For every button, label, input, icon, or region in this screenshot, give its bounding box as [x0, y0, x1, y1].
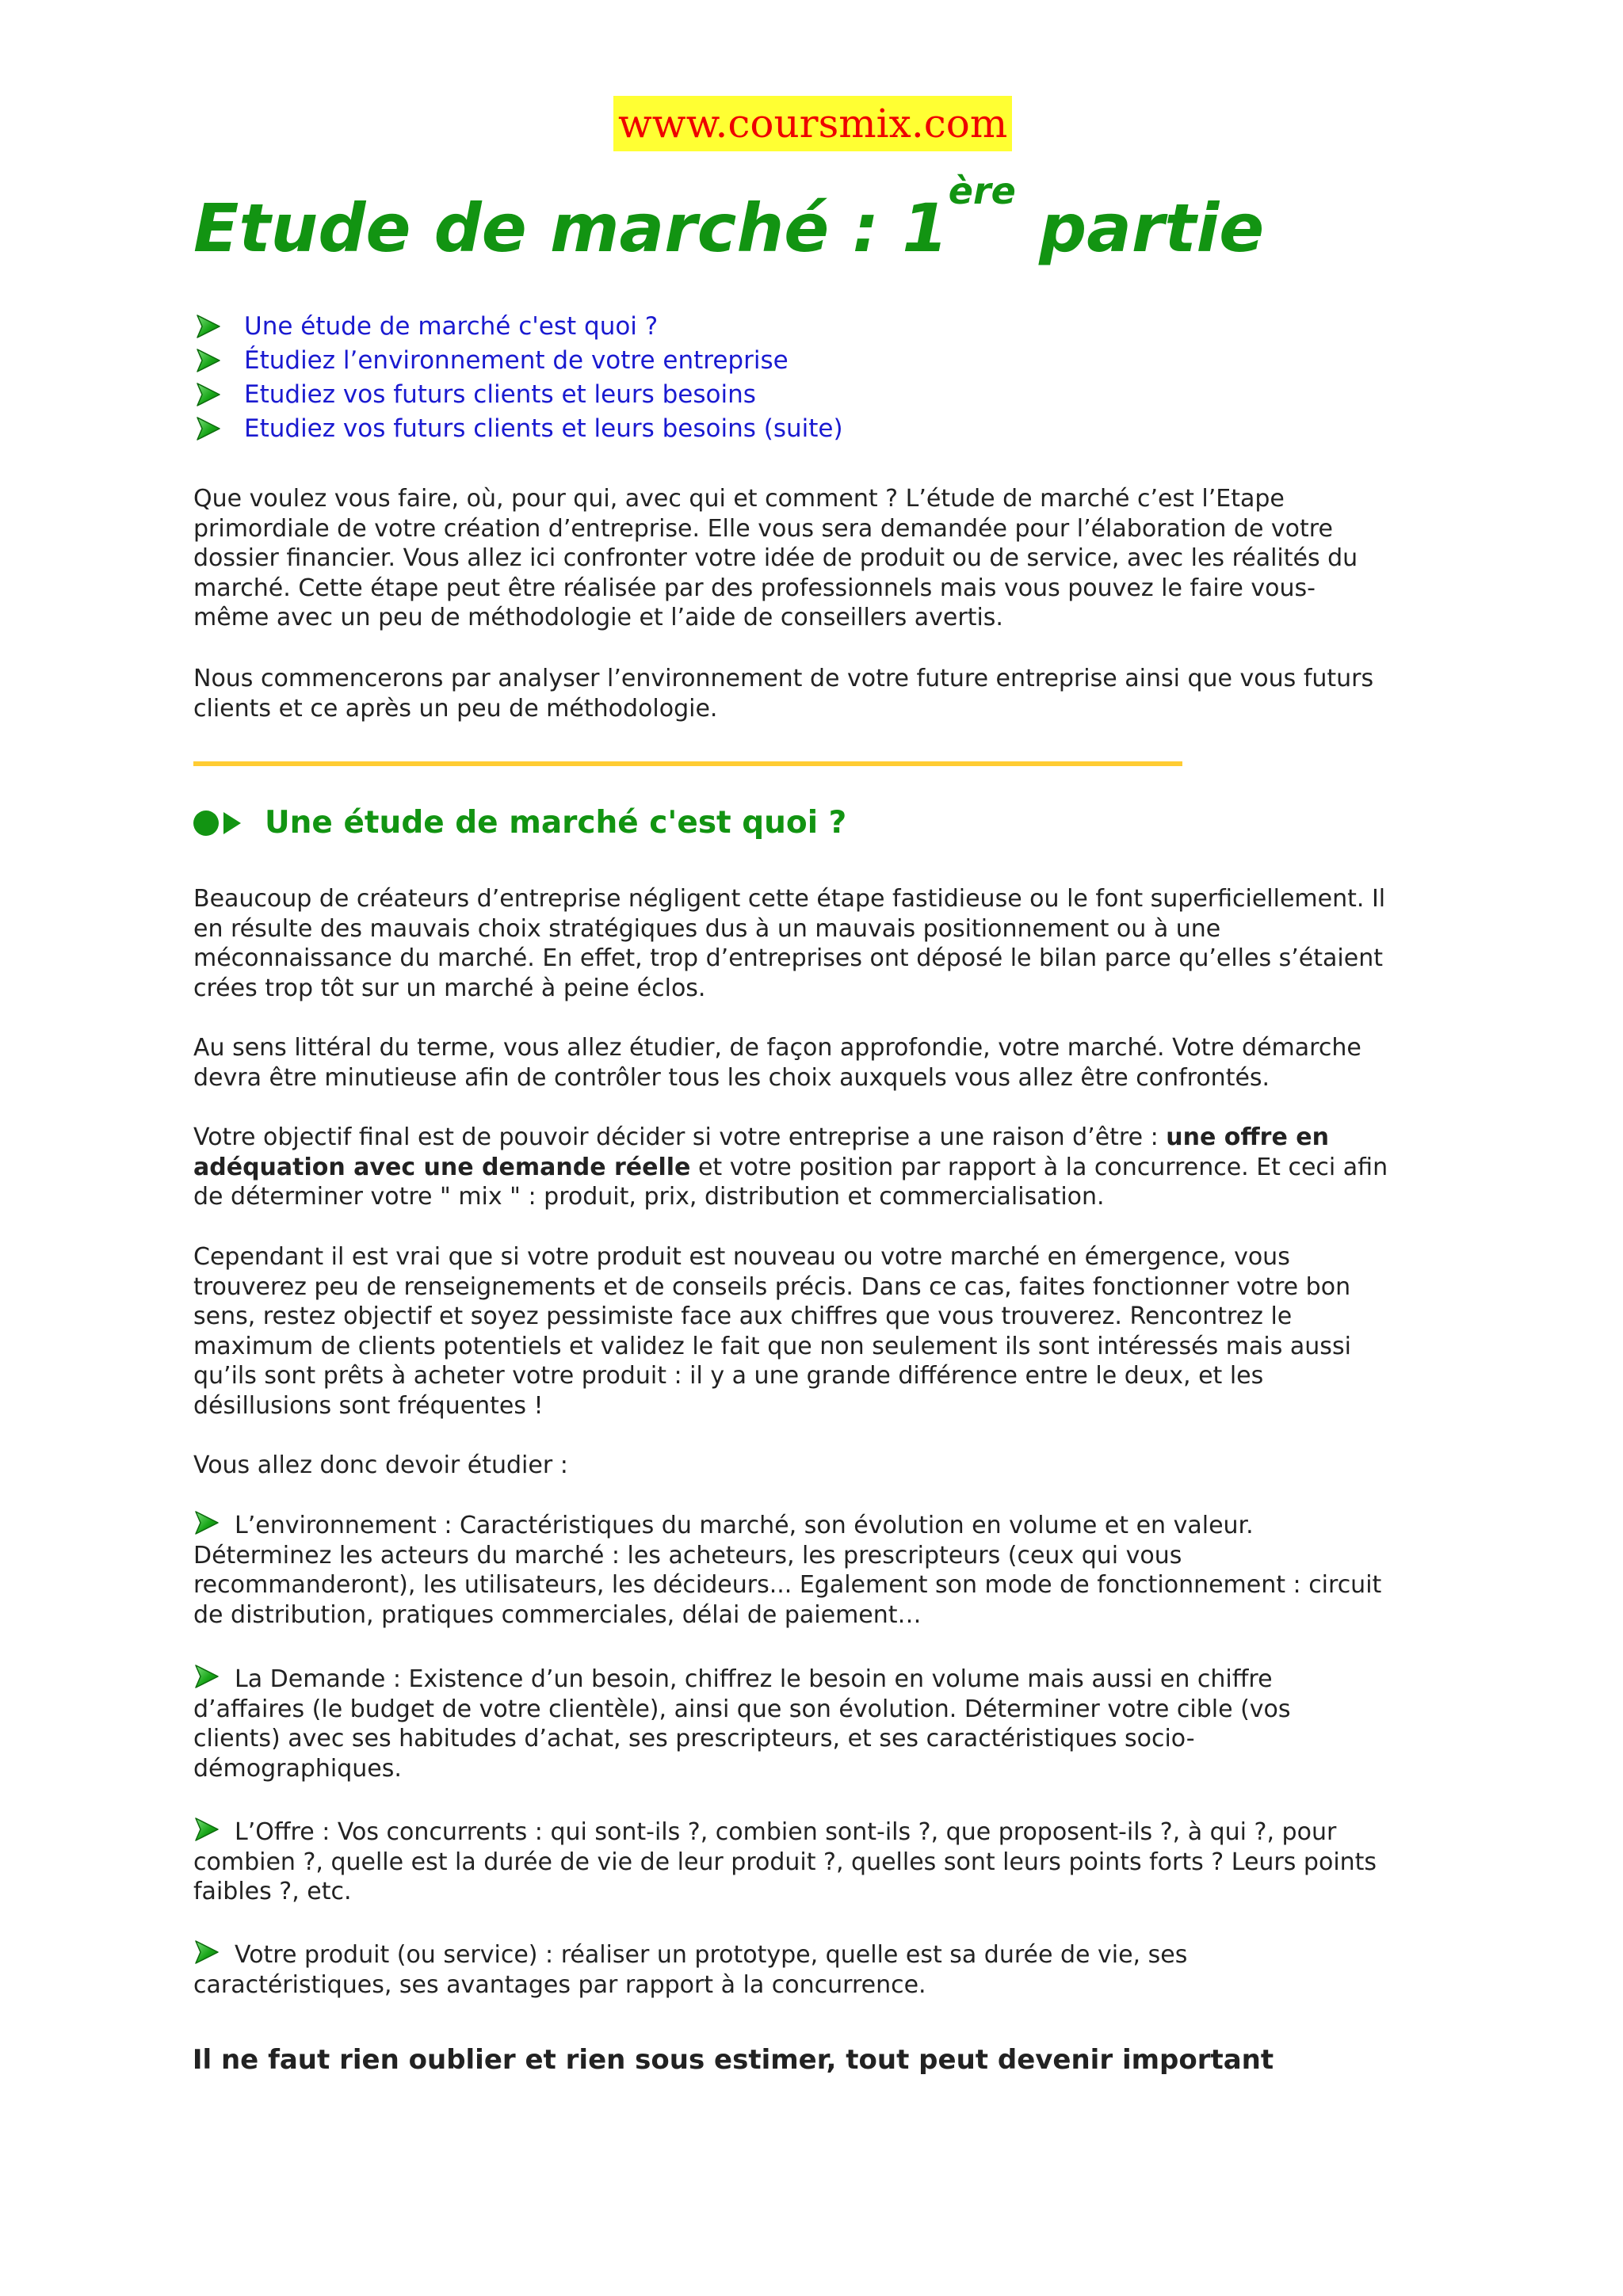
toc-link[interactable]: Etudiez vos futurs clients et leurs besoins (suite): [244, 414, 843, 443]
section-paragraph-5: Vous allez donc devoir étudier :: [193, 1451, 568, 1479]
toc-link[interactable]: Une étude de marché c'est quoi ?: [244, 311, 659, 341]
green-arrow-icon: [193, 1939, 220, 1966]
section-title: Une étude de marché c'est quoi ?: [265, 805, 847, 841]
intro-paragraph-1: Que voulez vous faire, où, pour qui, avec qui et comment ? L’étude de marché c’est l’Etape primordiale de votre création d’entreprise. Elle vous sera demandée pour l’élaboration de votre dossier financier. Vous allez ici confronter votre idée de produit ou de service, avec les réalités du marché. Cette étape peut être réalisée par des professionnels mais vous pouvez le faire vous- même avec un peu de méthodologie et l’aide de conseillers avertis.: [193, 485, 1358, 631]
section-paragraph-1: Beaucoup de créateurs d’entreprise négligent cette étape fastidieuse ou le font superficiellement. Il en résulte des mauvais choix stratégiques dus à un mauvais positionnement ou à une méconnaissance du marché. En effet, trop d’entreprises ont déposé le bilan parce qu’elles s’étaient crées trop tôt sur un marché à peine éclos.: [193, 885, 1386, 1002]
green-arrow-icon: [195, 415, 222, 442]
page-title: [193, 170, 1265, 276]
list-item: [193, 1939, 1461, 2000]
p3-bold-2: adéquation avec une demande réelle: [193, 1153, 691, 1181]
list-item-text: Votre produit (ou service) : réaliser un prototype, quelle est sa durée de vie, ses caractéristiques, ses avantages par rapport à la concurrence.: [193, 1941, 1188, 1999]
list-item: [193, 1816, 1461, 1907]
p3-text-before: Votre objectif final est de pouvoir décider si votre entreprise a une raison d’être :: [193, 1123, 1167, 1151]
list-item-text: La Demande : Existence d’un besoin, chiffrez le besoin en volume mais aussi en chiffre d’affaires (le budget de votre clientèle), ainsi que son évolution. Déterminer votre cible (vos clients) avec ses habitudes d’achat, ses prescripteurs, et ses caractéristiques socio- démographiques.: [193, 1665, 1291, 1783]
section-paragraph-3: [193, 1123, 1461, 1212]
toc-item[interactable]: [195, 411, 843, 445]
list-item-text: L’Offre : Vos concurrents : qui sont-ils ?, combien sont-ils ?, que proposent-ils ?, à qui ?, pour combien ?, quelle est la durée de vie de leur produit ?, quelles sont leurs points forts ? Leurs points faibles ?, etc.: [193, 1818, 1377, 1905]
green-arrow-icon: [193, 1816, 220, 1843]
table-of-contents: [195, 309, 843, 445]
toc-link[interactable]: Etudiez vos futurs clients et leurs besoins: [244, 379, 756, 409]
toc-link[interactable]: Étudiez l’environnement de votre entreprise: [244, 345, 789, 375]
intro-paragraph-2: Nous commencerons par analyser l’environnement de votre future entreprise ainsi que vous futurs clients et ce après un peu de méthodologie.: [193, 665, 1374, 723]
list-item: [193, 1663, 1461, 1783]
closing-statement: Il ne faut rien oublier et rien sous estimer, tout peut devenir important: [192, 2044, 1274, 2076]
green-arrow-icon: [193, 1663, 220, 1690]
title-main: Etude de marché : 1: [193, 189, 949, 267]
section-heading: [193, 805, 846, 841]
toc-item[interactable]: [195, 309, 843, 343]
section-divider: [193, 761, 1182, 766]
toc-item[interactable]: [195, 377, 843, 411]
site-url[interactable]: www.coursmix.com: [613, 96, 1012, 151]
list-item: [193, 1509, 1461, 1630]
green-arrow-icon: [193, 1509, 220, 1536]
green-dot-icon: [193, 810, 219, 836]
section-paragraph-4: Cependant il est vrai que si votre produit est nouveau ou votre marché en émergence, vous trouverez peu de renseignements et de conseils précis. Dans ce cas, faites fonctionner votre bon sens, restez objectif et soyez pessimiste face aux chiffres que vous trouverez. Rencontrez le maximum de clients potentiels et validez le fait que non seulement ils sont intéressés mais aussi qu’ils sont prêts à acheter votre produit : il y a une grande différence entre le deux, et les désillusions sont fréquentes !: [193, 1243, 1351, 1420]
green-arrow-icon: [195, 313, 222, 340]
toc-item[interactable]: [195, 343, 843, 377]
list-item-text: L’environnement : Caractéristiques du marché, son évolution en volume et en valeur. Déterminez les acteurs du marché : les acheteurs, les prescripteurs (ceux qui vous recommanderont), les utilisateurs, les décideurs... Egalement son mode de fonctionnement : circuit de distribution, pratiques commerciales, délai de paiement…: [193, 1512, 1382, 1629]
green-arrow-icon: [195, 347, 222, 374]
title-superscript: ère: [948, 170, 1016, 212]
title-tail: partie: [1015, 189, 1265, 267]
green-triangle-icon: [223, 812, 241, 834]
section-paragraph-2: Au sens littéral du terme, vous allez étudier, de façon approfondie, votre marché. Votre démarche devra être minutieuse afin de contrôler tous les choix auxquels vous allez être confrontés.: [193, 1034, 1361, 1092]
green-arrow-icon: [195, 381, 222, 408]
p3-bold-1: une offre en: [1166, 1123, 1329, 1151]
p3-text-after: et votre position par rapport à la concurrence. Et ceci afin de déterminer votre " mix " : produit, prix, distribution et commercialisation.: [193, 1153, 1388, 1211]
